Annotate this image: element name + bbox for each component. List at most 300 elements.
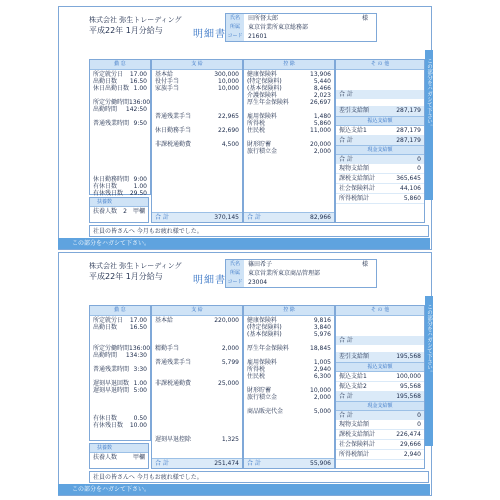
other-header: そ の 他	[336, 60, 424, 70]
deduction-row-label: (特定保険料)	[247, 324, 282, 331]
attendance-row-value: 1.00	[133, 380, 147, 387]
dept-label: 所属	[226, 23, 244, 33]
payment-total: 251,474	[214, 460, 239, 467]
deduction-row-label: 商品販売代金	[247, 408, 284, 415]
transfer-row-value: 95,568	[400, 383, 421, 390]
attendance-header: 勤 怠	[90, 60, 150, 70]
tax-summary-rows	[336, 174, 424, 204]
employee-code: 21601	[248, 33, 268, 40]
payment-row-value: 300,000	[214, 71, 239, 78]
deduction-row-label: (基本保険料)	[247, 331, 282, 338]
attendance-row	[93, 162, 147, 169]
deduction-row-label: (特定保険料)	[247, 78, 282, 85]
attendance-row	[93, 415, 147, 422]
deduction-row-value: 20,000	[310, 141, 331, 148]
deduction-row-value: 10,000	[310, 387, 331, 394]
deduction-row-value: 18,845	[310, 345, 331, 352]
attendance-row	[93, 373, 147, 380]
payment-total-label: 合 計	[155, 460, 169, 467]
deduction-row-value: 2,940	[313, 366, 331, 373]
payment-header: 支 給	[152, 60, 242, 70]
attendance-row-label: 有休残日数	[93, 422, 124, 429]
deduction-row-label: 財形貯蓄	[247, 387, 272, 394]
dependents-box	[89, 443, 149, 469]
tax-row-value: 5,860	[403, 195, 421, 202]
payment-row	[155, 366, 239, 373]
deduction-row	[247, 113, 331, 120]
attendance-row-value: 10.00	[129, 422, 147, 429]
deduction-row-label: 旅行積立金	[247, 394, 278, 401]
deduction-row-value: 2,000	[313, 148, 331, 155]
pay-period: 平成22年 1月分給与	[89, 26, 163, 35]
in-kind-label: 現物支給額	[339, 421, 370, 428]
tax-row-label: 課税支給額計	[339, 431, 376, 438]
payment-row	[155, 415, 239, 422]
transfer-row	[336, 372, 424, 382]
deduction-row-value: 2,023	[313, 92, 331, 99]
tax-row-value: 226,474	[396, 431, 421, 438]
attendance-header: 勤 怠	[90, 306, 150, 316]
attendance-row	[93, 71, 147, 78]
payment-row	[155, 71, 239, 78]
deduction-row-value: 8,466	[313, 85, 331, 92]
attendance-row	[93, 176, 147, 183]
payment-total-row	[152, 212, 242, 222]
payment-row	[155, 113, 239, 120]
attendance-row	[93, 387, 147, 394]
deduction-row-label: 旅行積立金	[247, 148, 278, 155]
payment-row	[155, 120, 239, 127]
payment-row	[155, 317, 239, 324]
honorific: 様	[362, 261, 369, 268]
deduction-row-label: 所得税	[247, 120, 266, 127]
employee-dept: 東京営業所東京商品管理部	[248, 270, 321, 277]
attendance-row-label: 有休日数	[93, 415, 118, 422]
payment-row-label: 普通残業手当	[155, 113, 192, 120]
attendance-row-label: 所定就労日	[93, 317, 124, 324]
company-name: 株式会社 弥生トレーディング	[89, 16, 182, 24]
employee-name: 田所督太郎	[248, 15, 279, 22]
payment-row	[155, 401, 239, 408]
other-total-label: 合 計	[339, 91, 353, 98]
attendance-row	[93, 169, 147, 176]
tax-row	[336, 430, 424, 440]
payment-row	[155, 338, 239, 345]
deduction-row-value: 5,000	[313, 408, 331, 415]
deduction-total-label: 合 計	[247, 214, 261, 221]
cash-total-row	[336, 155, 424, 164]
attendance-row-label: 出勤時間	[93, 352, 118, 359]
tax-row-value: 365,645	[396, 175, 421, 182]
edge-instruction: この部分をハガシて下さい。	[426, 58, 432, 130]
transfer-row	[336, 382, 424, 392]
deduction-row	[247, 345, 331, 352]
net-pay-label: 差引支給額	[339, 107, 370, 114]
payment-row-label: 休日勤務手当	[155, 127, 192, 134]
payment-row-value: 25,000	[218, 380, 239, 387]
edge-instruction: この部分をハガシて下さい。	[426, 304, 432, 376]
deduction-row-value: 1,005	[313, 359, 331, 366]
attendance-row	[93, 380, 147, 387]
attendance-rows	[90, 316, 150, 430]
deduction-row	[247, 148, 331, 155]
deduction-row	[247, 401, 331, 408]
cash-total: 0	[417, 156, 421, 163]
attendance-row	[93, 155, 147, 162]
attendance-row	[93, 92, 147, 99]
tax-row-label: 社会保険料計	[339, 441, 376, 448]
payment-row	[155, 141, 239, 148]
cash-total-row	[336, 411, 424, 420]
deduction-header: 控 除	[244, 306, 334, 316]
payment-row	[155, 429, 239, 436]
employee-info-box	[225, 259, 377, 288]
employee-code: 23004	[248, 279, 268, 286]
transfer-header: 振込支給額	[336, 116, 424, 126]
cash-total-label: 合 計	[339, 156, 353, 163]
deduction-row	[247, 394, 331, 401]
attendance-row	[93, 134, 147, 141]
deduction-total-row	[244, 458, 334, 468]
payment-row	[155, 127, 239, 134]
attendance-row-value: 16.50	[129, 324, 147, 331]
tax-row	[336, 194, 424, 204]
transfer-row-label: 振込支給1	[339, 127, 367, 134]
payslip-1	[58, 6, 432, 250]
attendance-row-label: 遅刻早退回数	[93, 380, 130, 387]
payment-row-label: 精勤手当	[155, 345, 180, 352]
payment-total: 370,145	[214, 214, 239, 221]
attendance-row	[93, 401, 147, 408]
attendance-row	[93, 408, 147, 415]
employee-info-box	[225, 13, 377, 42]
attendance-row-value: 0.50	[133, 415, 147, 422]
payment-row-value: 4,500	[221, 141, 239, 148]
slip-title: 明細書	[193, 275, 226, 286]
attendance-row-label: 有休残日数	[93, 190, 124, 197]
name-label: 氏名	[226, 260, 244, 270]
cash-header: 現金支給額	[336, 145, 424, 155]
net-pay-row	[336, 352, 424, 362]
tax-column-value: 甲欄	[132, 454, 145, 461]
attendance-row-value: 3:30	[133, 366, 147, 373]
other-column	[335, 305, 425, 469]
attendance-row	[93, 127, 147, 134]
payment-row	[155, 134, 239, 141]
dependents-box	[89, 197, 149, 223]
attendance-row-label: 休日出勤日数	[93, 85, 130, 92]
deduction-row	[247, 317, 331, 324]
code-label: コード	[227, 279, 243, 285]
deduction-column	[243, 59, 335, 223]
deduction-row-label: 財形貯蓄	[247, 141, 272, 148]
attendance-row	[93, 352, 147, 359]
transfer-total-label: 合 計	[339, 137, 353, 144]
deduction-row	[247, 134, 331, 141]
attendance-row-value: 17.00	[129, 317, 147, 324]
tear-strip-2[interactable]	[58, 484, 430, 495]
payment-row	[155, 331, 239, 338]
net-pay-label: 差引支給額	[339, 353, 370, 360]
payment-row-label: 普通残業手当	[155, 359, 192, 366]
transfer-row-label: 振込支給1	[339, 373, 367, 380]
payment-row	[155, 352, 239, 359]
deduction-row	[247, 85, 331, 92]
payment-header: 支 給	[152, 306, 242, 316]
attendance-row-label: 出勤時間	[93, 106, 118, 113]
payment-row-label: 役付手当	[155, 78, 180, 85]
deduction-header: 控 除	[244, 60, 334, 70]
payment-row	[155, 359, 239, 366]
payment-row-label: 非課税通勤費	[155, 380, 192, 387]
attendance-row-value: 142:50	[125, 106, 147, 113]
attendance-row-label: 所定労働時間	[93, 345, 130, 352]
attendance-row	[93, 422, 147, 429]
deduction-row	[247, 366, 331, 373]
deduction-row	[247, 78, 331, 85]
payment-row	[155, 99, 239, 106]
tax-row-value: 44,106	[400, 185, 421, 192]
payment-row-label: 基本給	[155, 317, 174, 324]
message-box: 社員の皆さんへ 今月もお疲れ様でした。	[89, 471, 429, 483]
attendance-row-label: 普通残業時間	[93, 120, 130, 127]
deduction-row	[247, 71, 331, 78]
company-name: 株式会社 弥生トレーディング	[89, 262, 182, 270]
dependents-value: 2	[123, 208, 127, 215]
other-total-label: 合 計	[339, 337, 353, 344]
payment-column	[151, 305, 243, 469]
payment-row-label: 非課税通勤費	[155, 141, 192, 148]
net-pay-value: 195,568	[396, 353, 421, 360]
tax-summary-rows	[336, 430, 424, 460]
cash-header: 現金支給額	[336, 401, 424, 411]
transfer-total: 195,568	[396, 393, 421, 400]
deduction-row-label: 雇用保険料	[247, 113, 278, 120]
attendance-row-value: 9:00	[133, 176, 147, 183]
dependents-header: 扶養数	[90, 444, 119, 453]
attendance-row	[93, 106, 147, 113]
net-pay-row	[336, 106, 424, 116]
deduction-row-value: 26,697	[310, 99, 331, 106]
deduction-total-row	[244, 212, 334, 222]
cash-total-label: 合 計	[339, 412, 353, 419]
attendance-row	[93, 183, 147, 190]
tear-instruction: この部分をハガシて下さい。	[72, 486, 151, 493]
payment-row	[155, 380, 239, 387]
deduction-row	[247, 380, 331, 387]
deduction-rows	[244, 316, 334, 416]
attendance-row	[93, 148, 147, 155]
attendance-row	[93, 324, 147, 331]
payment-row	[155, 394, 239, 401]
attendance-row-value: 136:00	[129, 99, 151, 106]
dependents-label: 扶養人数	[93, 208, 118, 215]
in-kind-label: 現物支給額	[339, 165, 370, 172]
dependents-label: 扶養人数	[93, 454, 118, 461]
attendance-row	[93, 317, 147, 324]
edge-strip-1[interactable]	[425, 50, 433, 200]
attendance-column	[89, 59, 151, 195]
attendance-row-label: 普通残業時間	[93, 366, 130, 373]
tax-row-label: 課税支給額計	[339, 175, 376, 182]
attendance-rows	[90, 70, 150, 198]
deduction-row-value: 3,840	[313, 324, 331, 331]
deduction-row-label: 住民税	[247, 373, 266, 380]
attendance-row	[93, 331, 147, 338]
dependents-header-2	[119, 444, 148, 453]
tax-row-value: 29,666	[400, 441, 421, 448]
payment-row-label: 基本給	[155, 71, 174, 78]
deduction-total: 82,966	[310, 214, 331, 221]
transfer-header: 振込支給額	[336, 362, 424, 372]
other-header: そ の 他	[336, 306, 424, 316]
in-kind-value: 0	[417, 421, 421, 428]
payment-row-label: 家族手当	[155, 85, 180, 92]
attendance-row	[93, 190, 147, 197]
attendance-row-label: 所定就労日	[93, 71, 124, 78]
attendance-row-label: 出勤日数	[93, 324, 118, 331]
transfer-row	[336, 126, 424, 136]
tax-column-value: 甲欄	[132, 208, 145, 215]
payment-row-label: 遅刻早退控除	[155, 436, 192, 443]
deduction-row	[247, 331, 331, 338]
transfer-rows	[336, 126, 424, 136]
in-kind-row	[336, 420, 424, 430]
other-total-row	[336, 90, 424, 99]
payment-row	[155, 85, 239, 92]
message-box: 社員の皆さんへ 今月もお疲れ様でした。	[89, 225, 429, 237]
payment-row	[155, 92, 239, 99]
payment-row-value: 220,000	[214, 317, 239, 324]
payment-row	[155, 436, 239, 443]
payment-row	[155, 345, 239, 352]
attendance-row-label: 遅刻早退時間	[93, 387, 130, 394]
deduction-row	[247, 387, 331, 394]
attendance-row-value: 29.50	[129, 190, 147, 197]
tax-row-label: 社会保険料計	[339, 185, 376, 192]
attendance-row	[93, 345, 151, 352]
deduction-row	[247, 408, 331, 415]
payment-total-label: 合 計	[155, 214, 169, 221]
attendance-row	[93, 366, 147, 373]
payment-row-value: 1,325	[221, 436, 239, 443]
payment-row-value: 5,799	[221, 359, 239, 366]
deduction-row-label: 厚生年金保険料	[247, 345, 290, 352]
deduction-row-value: 9,816	[313, 317, 331, 324]
deduction-row-label: 健康保険料	[247, 71, 278, 78]
other-column	[335, 59, 425, 223]
attendance-row-label: 休日勤務時間	[93, 176, 130, 183]
employee-dept: 東京営業所東京総務部	[248, 24, 309, 31]
transfer-rows	[336, 372, 424, 392]
attendance-row-value: 1.00	[133, 183, 147, 190]
attendance-row-value: 5:00	[133, 387, 147, 394]
dept-label: 所属	[226, 269, 244, 279]
attendance-row	[93, 141, 147, 148]
payment-row-value: 22,965	[218, 113, 239, 120]
attendance-row	[93, 113, 147, 120]
cash-total: 0	[417, 412, 421, 419]
deduction-row-label: 介護保険料	[247, 92, 278, 99]
slip-title: 明細書	[193, 29, 226, 40]
attendance-row	[93, 338, 147, 345]
attendance-row-value: 136:00	[129, 345, 151, 352]
attendance-row	[93, 359, 147, 366]
payment-row	[155, 408, 239, 415]
employee-name: 篠田希子	[248, 261, 273, 268]
deduction-row-label: (基本保険料)	[247, 85, 282, 92]
edge-strip-2[interactable]	[425, 296, 433, 446]
payment-row	[155, 106, 239, 113]
attendance-row-value: 134:30	[125, 352, 147, 359]
deduction-row-value: 1,480	[313, 113, 331, 120]
tear-strip-1[interactable]	[58, 238, 430, 249]
tax-row	[336, 174, 424, 184]
attendance-row	[93, 120, 147, 127]
payment-row	[155, 324, 239, 331]
deduction-row	[247, 373, 331, 380]
deduction-total: 55,906	[310, 460, 331, 467]
attendance-row-label: 所定労働時間	[93, 99, 130, 106]
payment-column	[151, 59, 243, 223]
attendance-row-value: 1.00	[133, 85, 147, 92]
attendance-row-label: 出勤日数	[93, 78, 118, 85]
transfer-row-value: 287,179	[396, 127, 421, 134]
deduction-row	[247, 127, 331, 134]
transfer-total: 287,179	[396, 137, 421, 144]
transfer-total-label: 合 計	[339, 393, 353, 400]
payment-row-value: 2,000	[221, 345, 239, 352]
payment-rows	[152, 316, 242, 444]
honorific: 様	[362, 15, 369, 22]
net-pay-value: 287,179	[396, 107, 421, 114]
deduction-row	[247, 92, 331, 99]
attendance-row-value: 17.00	[129, 71, 147, 78]
other-total-row	[336, 336, 424, 345]
attendance-row	[93, 394, 147, 401]
transfer-total-row	[336, 392, 424, 401]
deduction-rows	[244, 70, 334, 156]
in-kind-value: 0	[417, 165, 421, 172]
deduction-row-label: 健康保険料	[247, 317, 278, 324]
deduction-total-label: 合 計	[247, 460, 261, 467]
deduction-row-value: 5,976	[313, 331, 331, 338]
deduction-row	[247, 352, 331, 359]
tax-row	[336, 440, 424, 450]
deduction-row	[247, 106, 331, 113]
deduction-row	[247, 120, 331, 127]
payment-rows	[152, 70, 242, 149]
tax-row	[336, 184, 424, 194]
payment-row	[155, 78, 239, 85]
dependents-header-2	[119, 198, 148, 207]
payment-row	[155, 387, 239, 394]
attendance-row-value: 9:50	[133, 120, 147, 127]
deduction-row-label: 厚生年金保険料	[247, 99, 290, 106]
payslip-2	[58, 252, 432, 496]
attendance-row-value: 16.50	[129, 78, 147, 85]
payment-row-value: 10,000	[218, 78, 239, 85]
deduction-row-value: 13,906	[310, 71, 331, 78]
deduction-row-value: 6,300	[313, 373, 331, 380]
tax-row-label: 所得税額計	[339, 195, 370, 202]
transfer-row-label: 振込支給2	[339, 383, 367, 390]
deduction-column	[243, 305, 335, 469]
deduction-row-value: 5,860	[313, 120, 331, 127]
tax-row-label: 所得税額計	[339, 451, 370, 458]
tax-row	[336, 450, 424, 460]
code-label: コード	[227, 33, 243, 39]
